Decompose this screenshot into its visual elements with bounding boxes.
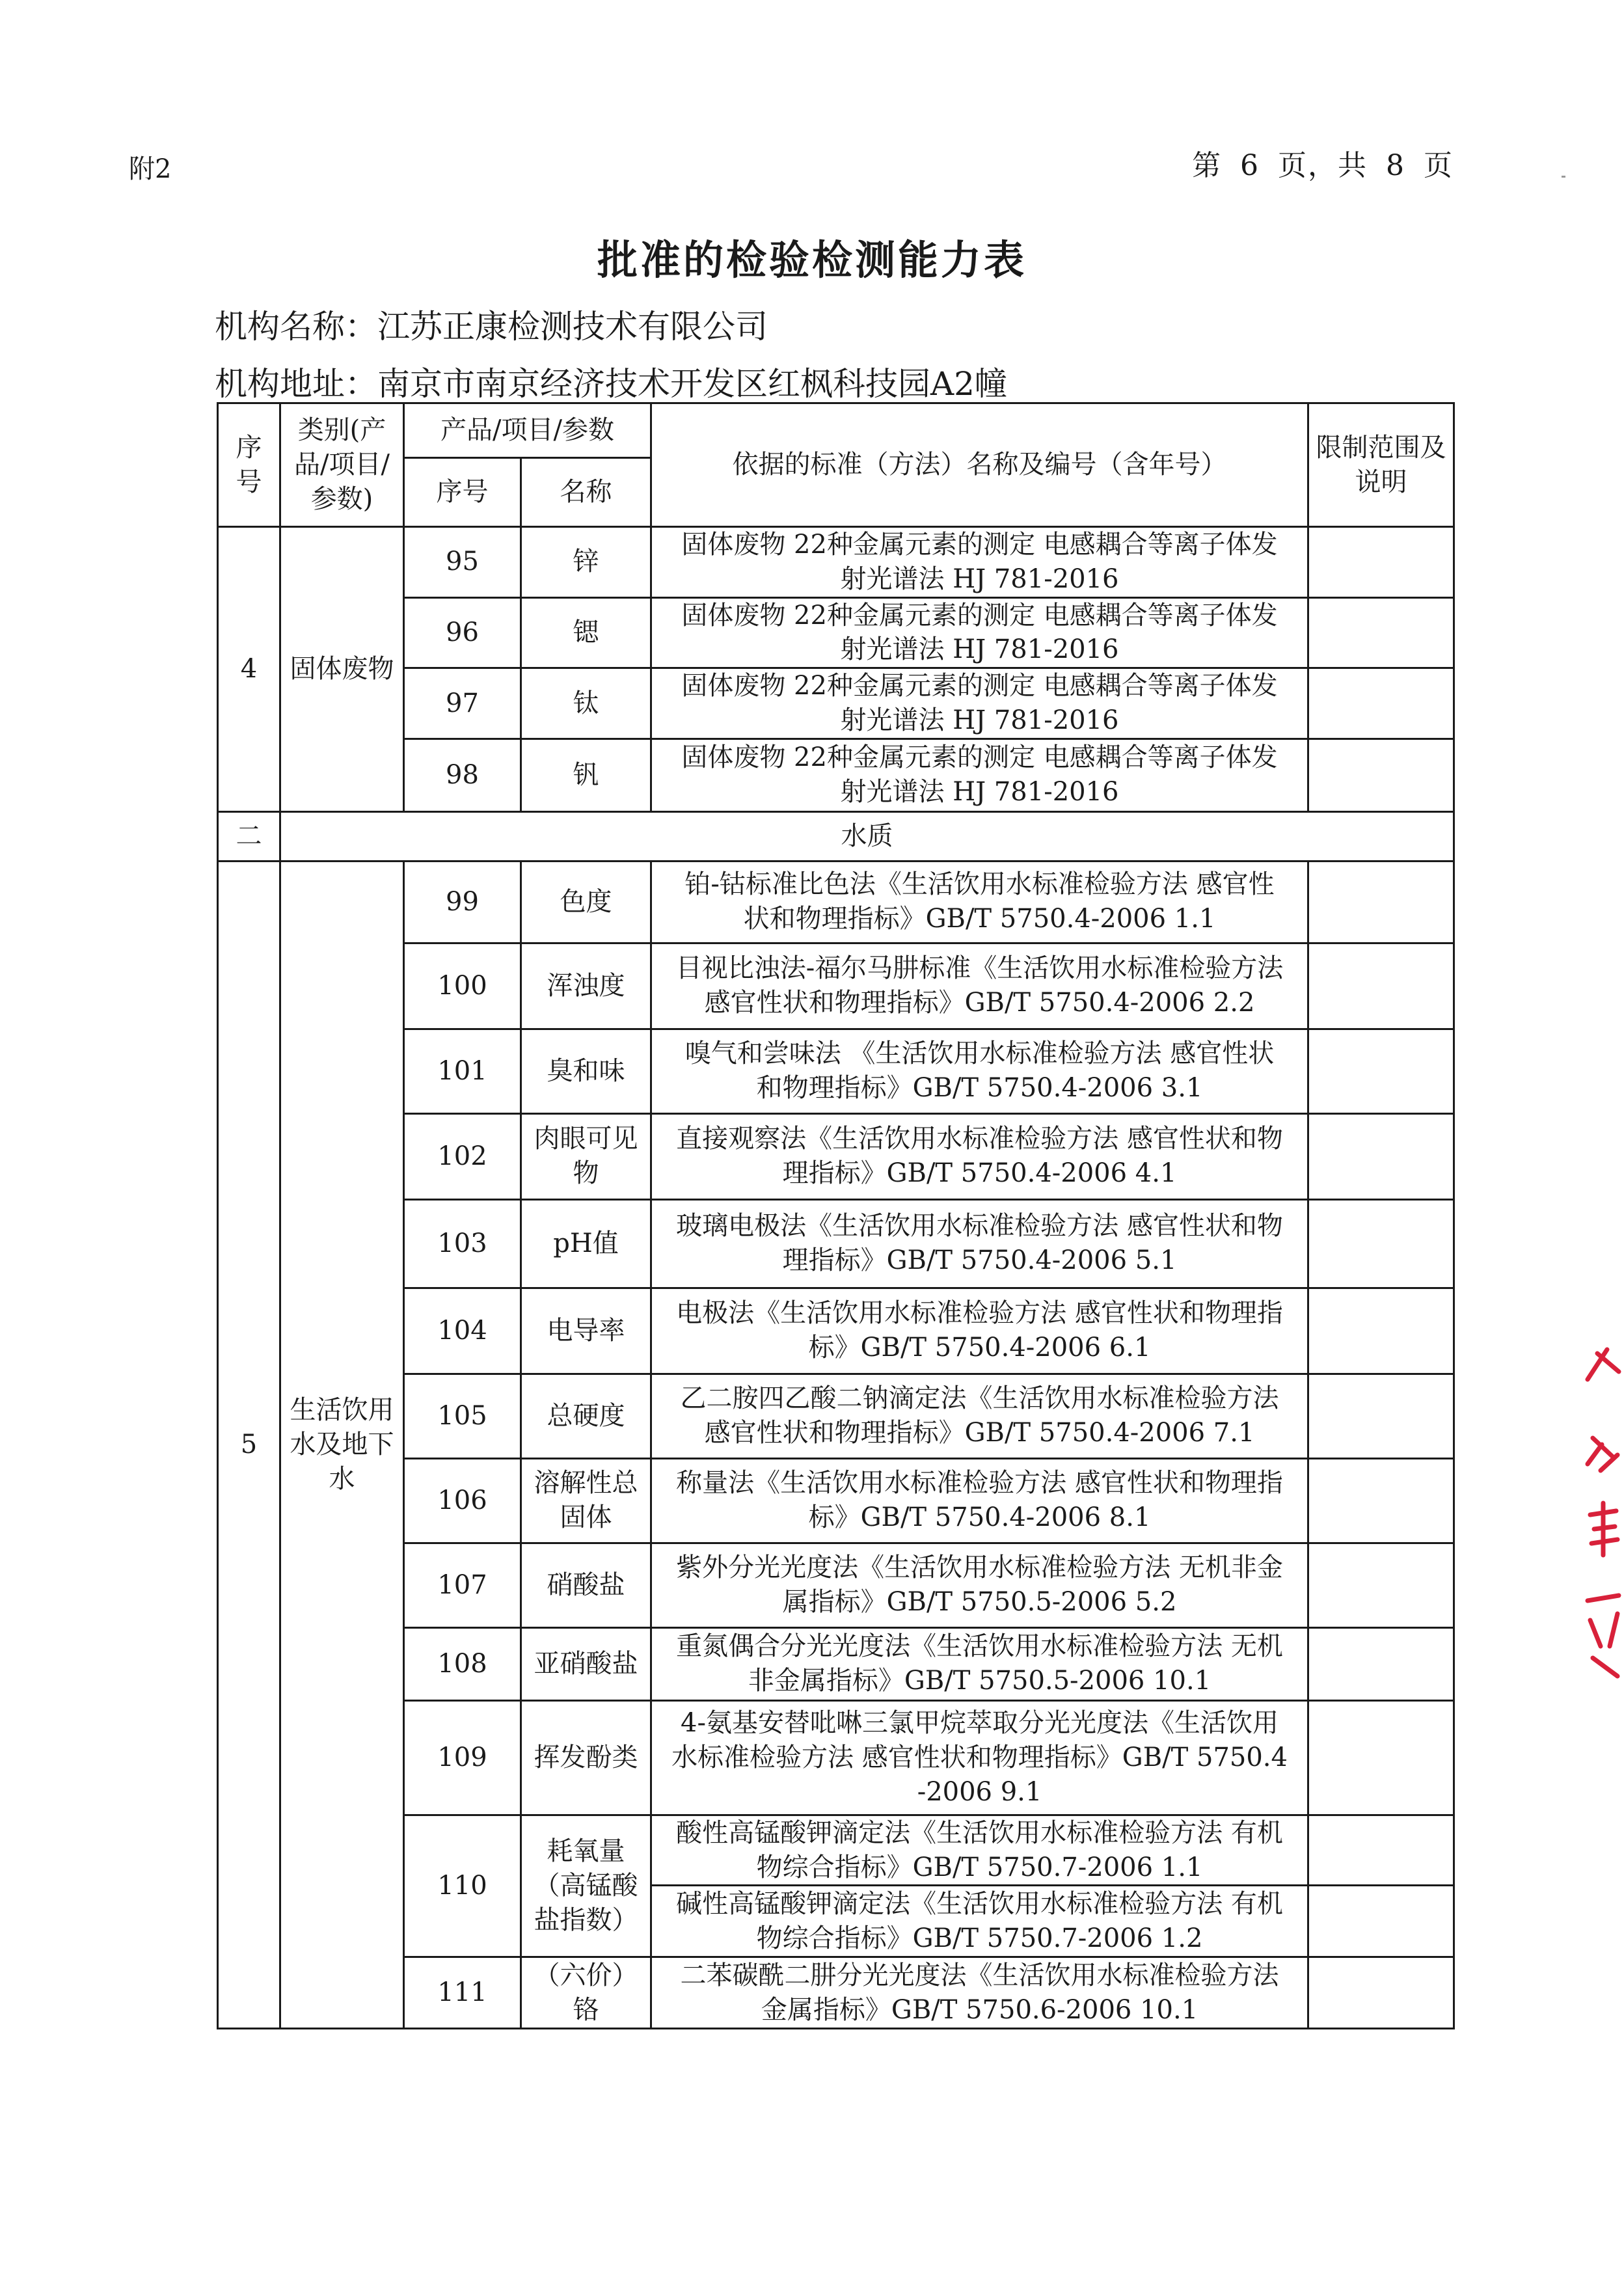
row-limit bbox=[1308, 1543, 1454, 1627]
row-name: 臭和味 bbox=[521, 1029, 651, 1113]
row-standard: 嗅气和尝味法 《生活饮用水标准检验方法 感官性状 和物理指标》GB/T 5750.4-2006 3.1 bbox=[651, 1029, 1308, 1113]
row-standard: 电极法《生活饮用水标准检验方法 感官性状和物理指 标》GB/T 5750.4-2006 6.1 bbox=[651, 1288, 1308, 1374]
row-no: 96 bbox=[404, 597, 521, 668]
group-category: 固体废物 bbox=[280, 527, 404, 812]
row-no: 101 bbox=[404, 1029, 521, 1113]
row-limit bbox=[1308, 861, 1454, 943]
header-category: 类别(产品/项目/参数) bbox=[280, 403, 404, 527]
row-limit bbox=[1308, 597, 1454, 668]
row-no: 108 bbox=[404, 1627, 521, 1700]
group-seq: 4 bbox=[218, 527, 280, 812]
row-standard: 直接观察法《生活饮用水标准检验方法 感官性状和物 理指标》GB/T 5750.4-2006 4.1 bbox=[651, 1113, 1308, 1199]
row-limit bbox=[1308, 1288, 1454, 1374]
header-sub-name: 名称 bbox=[521, 458, 651, 527]
header-product-group: 产品/项目/参数 bbox=[404, 403, 651, 458]
section-number: 二 bbox=[218, 811, 280, 861]
row-no: 102 bbox=[404, 1113, 521, 1199]
row-standard: 目视比浊法-福尔马肼标准《生活饮用水标准检验方法 感官性状和物理指标》GB/T 5750.4-2006 2.2 bbox=[651, 943, 1308, 1029]
header-limit: 限制范围及说明 bbox=[1308, 403, 1454, 527]
row-limit bbox=[1308, 1113, 1454, 1199]
row-standard: 4-氨基安替吡啉三氯甲烷萃取分光光度法《生活饮用 水标准检验方法 感官性状和物理指标》GB/T 5750.4 -2006 9.1 bbox=[651, 1700, 1308, 1815]
row-standard: 玻璃电极法《生活饮用水标准检验方法 感官性状和物 理指标》GB/T 5750.4-2006 5.1 bbox=[651, 1199, 1308, 1288]
org-address: 机构地址：南京市南京经济技术开发区红枫科技园A2幢 bbox=[215, 365, 1007, 403]
row-name: 溶解性总固体 bbox=[521, 1458, 651, 1543]
row-limit bbox=[1308, 943, 1454, 1029]
row-no: 107 bbox=[404, 1543, 521, 1627]
row-standard: 固体废物 22种金属元素的测定 电感耦合等离子体发 射光谱法 HJ 781-2016 bbox=[651, 527, 1308, 598]
row-no: 99 bbox=[404, 861, 521, 943]
row-standard: 碱性高锰酸钾滴定法《生活饮用水标准检验方法 有机 物综合指标》GB/T 5750.7-2006 1.2 bbox=[651, 1886, 1308, 1957]
group-category: 生活饮用水及地下水 bbox=[280, 861, 404, 2029]
row-limit bbox=[1308, 1957, 1454, 2029]
row-name: 锌 bbox=[521, 527, 651, 598]
row-no: 100 bbox=[404, 943, 521, 1029]
row-no: 105 bbox=[404, 1374, 521, 1458]
org-name: 机构名称：江苏正康检测技术有限公司 bbox=[215, 308, 768, 346]
row-name: 挥发酚类 bbox=[521, 1700, 651, 1815]
scan-speck bbox=[1562, 176, 1565, 178]
row-limit bbox=[1308, 1029, 1454, 1113]
capability-table bbox=[217, 402, 1455, 2029]
row-no: 95 bbox=[404, 527, 521, 598]
row-name: 硝酸盐 bbox=[521, 1543, 651, 1627]
row-name: 浑浊度 bbox=[521, 943, 651, 1029]
row-standard: 称量法《生活饮用水标准检验方法 感官性状和物理指 标》GB/T 5750.4-2006 8.1 bbox=[651, 1458, 1308, 1543]
row-limit bbox=[1308, 739, 1454, 811]
row-name: 肉眼可见物 bbox=[521, 1113, 651, 1199]
row-standard: 乙二胺四乙酸二钠滴定法《生活饮用水标准检验方法 感官性状和物理指标》GB/T 5750.4-2006 7.1 bbox=[651, 1374, 1308, 1458]
row-name: 锶 bbox=[521, 597, 651, 668]
row-name: 钒 bbox=[521, 739, 651, 811]
row-no: 97 bbox=[404, 668, 521, 739]
row-standard: 酸性高锰酸钾滴定法《生活饮用水标准检验方法 有机 物综合指标》GB/T 5750.7-2006 1.1 bbox=[651, 1815, 1308, 1886]
document-title: 批准的检验检测能力表 bbox=[597, 236, 1027, 284]
row-name: （六价）铬 bbox=[521, 1957, 651, 2029]
row-limit bbox=[1308, 527, 1454, 598]
row-standard: 紫外分光光度法《生活饮用水标准检验方法 无机非金 属指标》GB/T 5750.5-2006 5.2 bbox=[651, 1543, 1308, 1627]
row-standard: 固体废物 22种金属元素的测定 电感耦合等离子体发 射光谱法 HJ 781-2016 bbox=[651, 668, 1308, 739]
header-seq: 序号 bbox=[218, 403, 280, 527]
row-limit bbox=[1308, 668, 1454, 739]
row-standard: 重氮偶合分光光度法《生活饮用水标准检验方法 无机 非金属指标》GB/T 5750.5-2006 10.1 bbox=[651, 1627, 1308, 1700]
row-limit bbox=[1308, 1886, 1454, 1957]
row-name: pH值 bbox=[521, 1199, 651, 1288]
seal-stamp bbox=[1562, 1340, 1624, 1679]
row-no: 109 bbox=[404, 1700, 521, 1815]
page-number: 第 6 页，共 8 页 bbox=[1192, 149, 1454, 182]
header-standard: 依据的标准（方法）名称及编号（含年号） bbox=[651, 403, 1308, 527]
row-no: 106 bbox=[404, 1458, 521, 1543]
table-row bbox=[218, 861, 1454, 943]
row-no: 104 bbox=[404, 1288, 521, 1374]
row-name: 总硬度 bbox=[521, 1374, 651, 1458]
row-limit bbox=[1308, 1199, 1454, 1288]
appendix-label: 附2 bbox=[129, 154, 172, 184]
group-seq: 5 bbox=[218, 861, 280, 2029]
row-name: 亚硝酸盐 bbox=[521, 1627, 651, 1700]
row-limit bbox=[1308, 1374, 1454, 1458]
row-limit bbox=[1308, 1458, 1454, 1543]
row-limit bbox=[1308, 1627, 1454, 1700]
table-row bbox=[218, 527, 1454, 598]
row-name: 耗氧量（高锰酸盐指数） bbox=[521, 1815, 651, 1957]
header-sub-seq: 序号 bbox=[404, 458, 521, 527]
row-no: 111 bbox=[404, 1957, 521, 2029]
row-limit bbox=[1308, 1815, 1454, 1886]
row-standard: 固体废物 22种金属元素的测定 电感耦合等离子体发 射光谱法 HJ 781-2016 bbox=[651, 597, 1308, 668]
row-limit bbox=[1308, 1700, 1454, 1815]
row-no: 110 bbox=[404, 1815, 521, 1957]
row-standard: 铂-钴标准比色法《生活饮用水标准检验方法 感官性 状和物理指标》GB/T 5750.4-2006 1.1 bbox=[651, 861, 1308, 943]
section-row bbox=[218, 811, 1454, 861]
row-no: 98 bbox=[404, 739, 521, 811]
row-standard: 固体废物 22种金属元素的测定 电感耦合等离子体发 射光谱法 HJ 781-2016 bbox=[651, 739, 1308, 811]
row-no: 103 bbox=[404, 1199, 521, 1288]
row-standard: 二苯碳酰二肼分光光度法《生活饮用水标准检验方法 金属指标》GB/T 5750.6-2006 10.1 bbox=[651, 1957, 1308, 2029]
section-name: 水质 bbox=[280, 811, 1454, 861]
row-name: 色度 bbox=[521, 861, 651, 943]
row-name: 电导率 bbox=[521, 1288, 651, 1374]
row-name: 钛 bbox=[521, 668, 651, 739]
